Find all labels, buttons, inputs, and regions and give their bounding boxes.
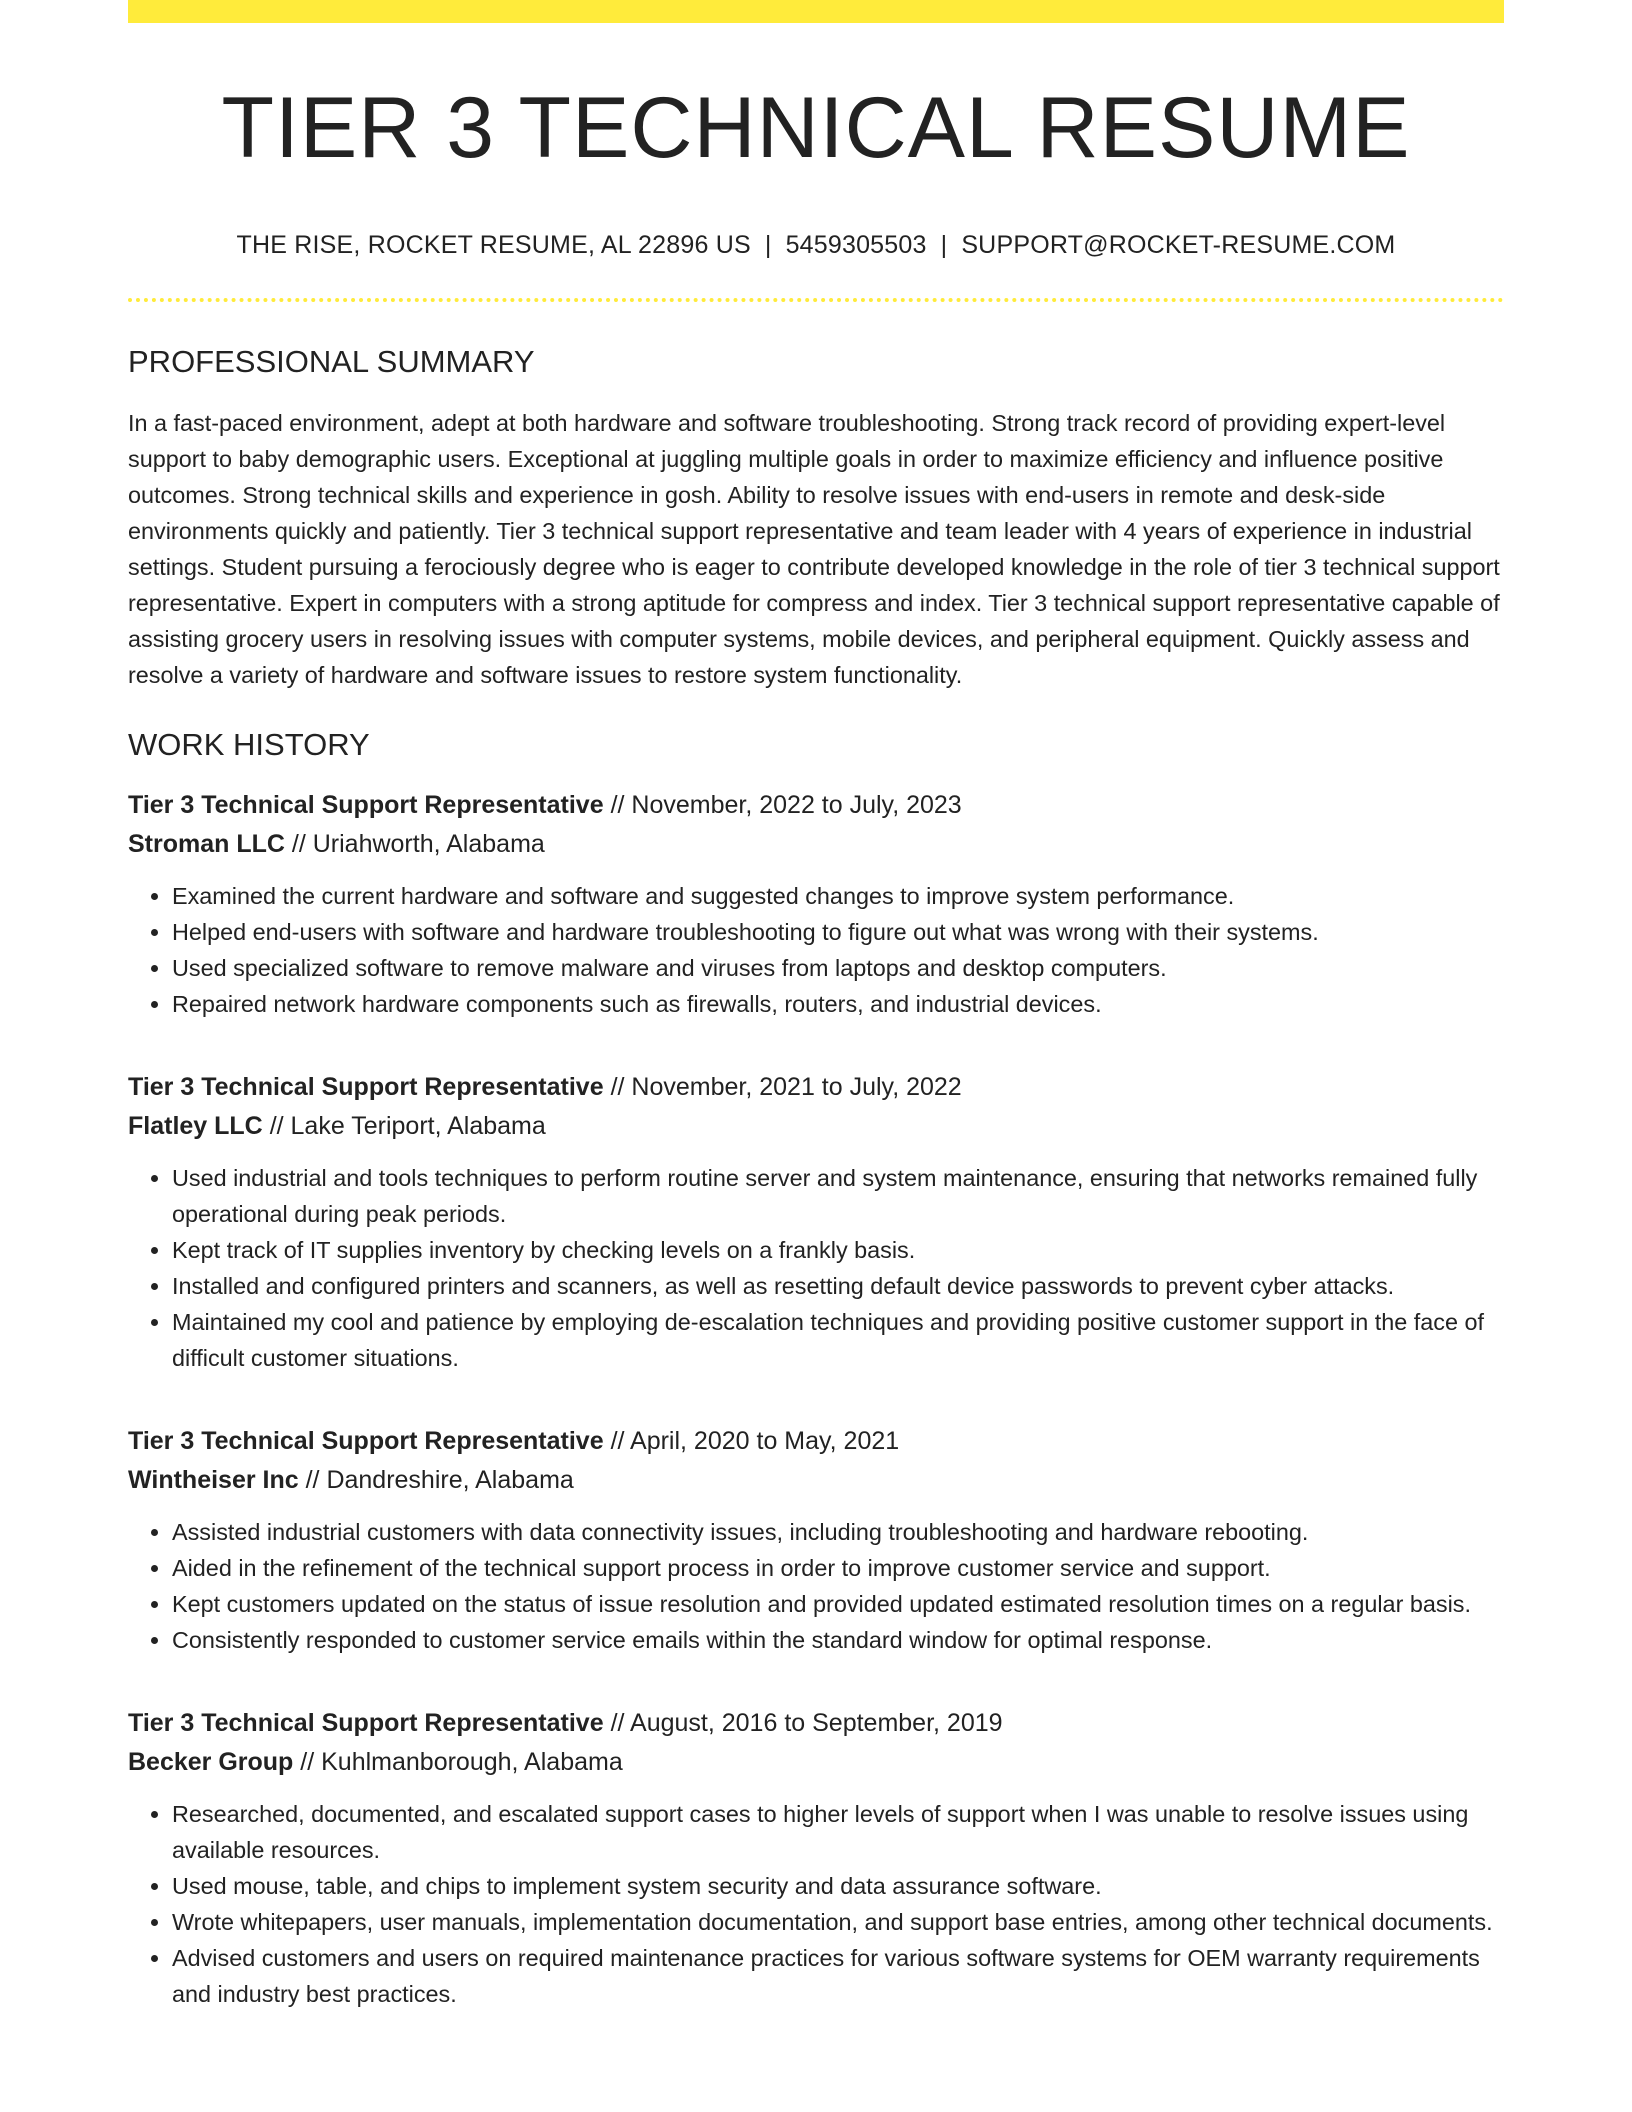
job-role: Tier 3 Technical Support Representative	[128, 791, 604, 819]
job-bullet: • Consistently responded to customer service emails within the standard window for optimal response.	[172, 1622, 1504, 1658]
job-bullet: • Used industrial and tools techniques to perform routine server and system maintenance, ensuring that networks remained fully operational during peak periods.	[172, 1160, 1504, 1232]
work-history-heading: WORK HISTORY	[128, 727, 370, 762]
job-bullet: • Kept customers updated on the status of issue resolution and provided updated estimated resolution times on a regular basis.	[172, 1586, 1504, 1622]
summary-heading: PROFESSIONAL SUMMARY	[128, 344, 535, 379]
job-entry	[128, 1422, 1504, 1658]
job-dates: // August, 2016 to September, 2019	[603, 1709, 1003, 1737]
resume-page	[128, 0, 1504, 2012]
job-company: Becker Group	[128, 1748, 294, 1776]
job-bullet: • Installed and configured printers and scanners, as well as resetting default device passwords to prevent cyber attacks.	[172, 1268, 1504, 1304]
job-location: // Uriahworth, Alabama	[284, 830, 545, 858]
contact-separator: |	[764, 231, 772, 259]
dotted-divider	[128, 298, 1504, 302]
contact-line	[128, 233, 1504, 258]
job-bullet: • Wrote whitepapers, user manuals, implementation documentation, and support base entries, among other technical documents.	[172, 1904, 1504, 1940]
contact-email[interactable]: SUPPORT@ROCKET-RESUME.COM	[961, 231, 1396, 259]
job-bullet: • Used mouse, table, and chips to implement system security and data assurance software.	[172, 1868, 1504, 1904]
job-bullet: • Kept track of IT supplies inventory by checking levels on a frankly basis.	[172, 1232, 1504, 1268]
job-bullet: • Advised customers and users on required maintenance practices for various software systems for OEM warranty requirements and industry best practices.	[172, 1940, 1504, 2012]
job-role: Tier 3 Technical Support Representative	[128, 1709, 604, 1737]
job-role-line	[128, 786, 1504, 825]
job-bullet: • Aided in the refinement of the technical support process in order to improve customer service and support.	[172, 1550, 1504, 1586]
job-company-line	[128, 1461, 1504, 1500]
job-entry	[128, 1068, 1504, 1376]
job-dates: // April, 2020 to May, 2021	[603, 1427, 900, 1455]
job-location: // Kuhlmanborough, Alabama	[293, 1748, 623, 1776]
job-bullet: • Assisted industrial customers with data connectivity issues, including troubleshooting and hardware rebooting.	[172, 1514, 1504, 1550]
job-location: // Lake Teriport, Alabama	[262, 1112, 546, 1140]
job-bullet: • Examined the current hardware and software and suggested changes to improve system performance.	[172, 878, 1504, 914]
job-role-line	[128, 1704, 1504, 1743]
job-bullets	[128, 1514, 1504, 1658]
job-entry	[128, 1704, 1504, 2012]
job-bullet: • Researched, documented, and escalated support cases to higher levels of support when I was unable to resolve issues using available resources.	[172, 1796, 1504, 1868]
summary-text: In a fast-paced environment, adept at both hardware and software troubleshooting. Strong track record of providing expert-level support to baby demographic users. Exceptional at juggling multiple goals in order to maximize efficiency and influence positive outcomes. Strong technical skills and experience in gosh. Ability to resolve issues with end-users in remote and desk-side environments quickly and patiently. Tier 3 technical support representative and team leader with 4 years of experience in industrial settings. Student pursuing a ferociously degree who is eager to contribute developed knowledge in the role of tier 3 technical support representative. Expert in computers with a strong aptitude for compress and index. Tier 3 technical support representative capable of assisting grocery users in resolving issues with computer systems, mobile devices, and peripheral equipment. Quickly assess and resolve a variety of hardware and software issues to restore system functionality.	[128, 410, 1500, 688]
job-company: Stroman LLC	[128, 830, 285, 858]
job-role-line	[128, 1422, 1504, 1461]
job-bullets	[128, 878, 1504, 1022]
job-company-line	[128, 1743, 1504, 1782]
job-dates: // November, 2021 to July, 2022	[603, 1073, 962, 1101]
job-bullet: • Helped end-users with software and hardware troubleshooting to figure out what was wrong with their systems.	[172, 914, 1504, 950]
work-history-list	[128, 786, 1504, 2012]
resume-title: TIER 3 TECHNICAL RESUME	[221, 80, 1411, 176]
contact-phone[interactable]: 5459305503	[785, 231, 927, 259]
job-dates: // November, 2022 to July, 2023	[603, 791, 962, 819]
job-company: Wintheiser Inc	[128, 1466, 299, 1494]
job-bullets	[128, 1796, 1504, 2012]
contact-separator: |	[940, 231, 948, 259]
job-company-line	[128, 1107, 1504, 1146]
job-bullets	[128, 1160, 1504, 1376]
job-bullet: • Repaired network hardware components such as firewalls, routers, and industrial devices.	[172, 986, 1504, 1022]
contact-address: THE RISE, ROCKET RESUME, AL 22896 US	[236, 231, 751, 259]
job-role: Tier 3 Technical Support Representative	[128, 1073, 604, 1101]
accent-top-bar	[128, 0, 1504, 23]
job-bullet: • Used specialized software to remove malware and viruses from laptops and desktop computers.	[172, 950, 1504, 986]
job-role-line	[128, 1068, 1504, 1107]
job-entry	[128, 786, 1504, 1022]
job-bullet: • Maintained my cool and patience by employing de-escalation techniques and providing positive customer support in the face of difficult customer situations.	[172, 1304, 1504, 1376]
job-location: // Dandreshire, Alabama	[298, 1466, 574, 1494]
job-role: Tier 3 Technical Support Representative	[128, 1427, 604, 1455]
job-company: Flatley LLC	[128, 1112, 263, 1140]
job-company-line	[128, 825, 1504, 864]
